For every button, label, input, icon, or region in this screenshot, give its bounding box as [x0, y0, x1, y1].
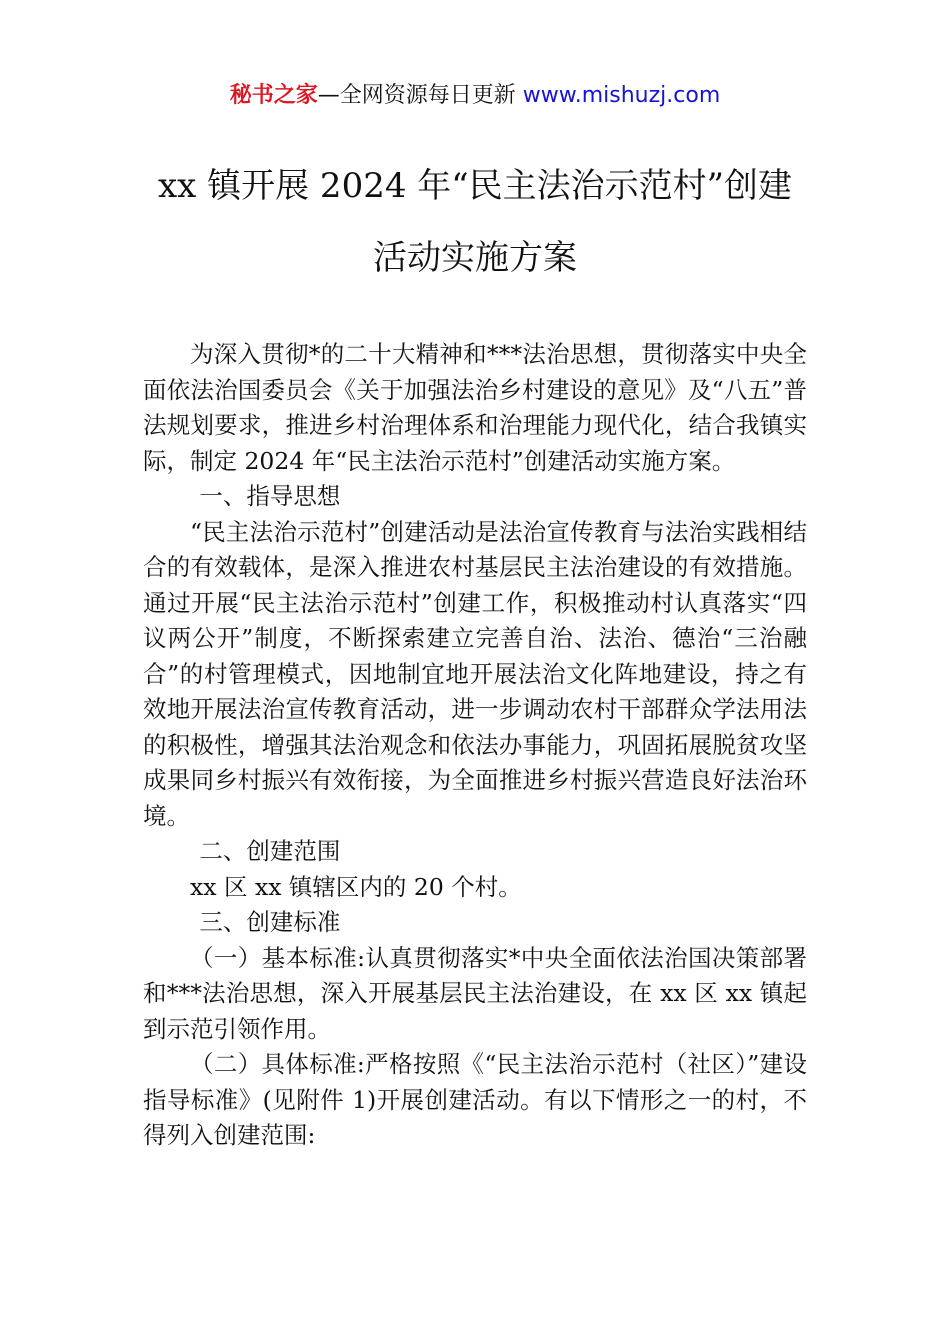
scope-paragraph: xx 区 xx 镇辖区内的 20 个村。	[190, 872, 522, 901]
title-line-1: xx 镇开展 2024 年“民主法治示范村”创建	[157, 166, 793, 206]
specific-standard-paragraph: （二）具体标准:严格按照《“民主法治示范村（社区）”建设指导标准》(见附件 1)开展创建活动。有以下情形之一的村，不得列入创建范围:	[143, 1050, 807, 1149]
basic-standard-paragraph: （一）基本标准:认真贯彻落实*中央全面依法治国决策部署和***法治思想，深入开展基层民主法治建设，在 xx 区 xx 镇起到示范引领作用。	[143, 943, 807, 1043]
document-body	[143, 337, 807, 1154]
section-heading-guiding-thought: 一、指导思想	[199, 482, 341, 510]
site-header	[0, 80, 950, 112]
section-heading-standards: 三、创建标准	[199, 908, 341, 936]
guiding-thought-paragraph: “民主法治示范村”创建活动是法治宣传教育与法治实践相结合的有效载体，是深入推进农村基层民主法治建设的有效措施。通过开展“民主法治示范村”创建工作，积极推动村认真落实“四议两公开”制度，不断探索建立完善自治、法治、德治“三治融合”的村管理模式，因地制宜地开展法治文化阵地建设，持之有效地开展法治宣传教育活动，进一步调动农村干部群众学法用法的积极性，增强其法治观念和依法办事能力，巩固拓展脱贫攻坚成果同乡村振兴有效衔接，为全面推进乡村振兴营造良好法治环境。	[143, 517, 807, 830]
site-slogan: —全网资源每日更新	[317, 83, 523, 108]
document-title	[100, 150, 850, 294]
intro-paragraph: 为深入贯彻*的二十大精神和***法治思想，贯彻落实中央全面依法治国委员会《关于加强法治乡村建设的意见》及“八五”普法规划要求，推进乡村治理体系和治理能力现代化，结合我镇实际，制定 2024 年“民主法治示范村”创建活动实施方案。	[143, 340, 807, 475]
site-url[interactable]: www.mishuzj.com	[522, 83, 721, 108]
title-line-2: 活动实施方案	[373, 238, 577, 278]
section-heading-scope: 二、创建范围	[199, 837, 341, 865]
site-brand: 秘书之家	[229, 83, 318, 108]
